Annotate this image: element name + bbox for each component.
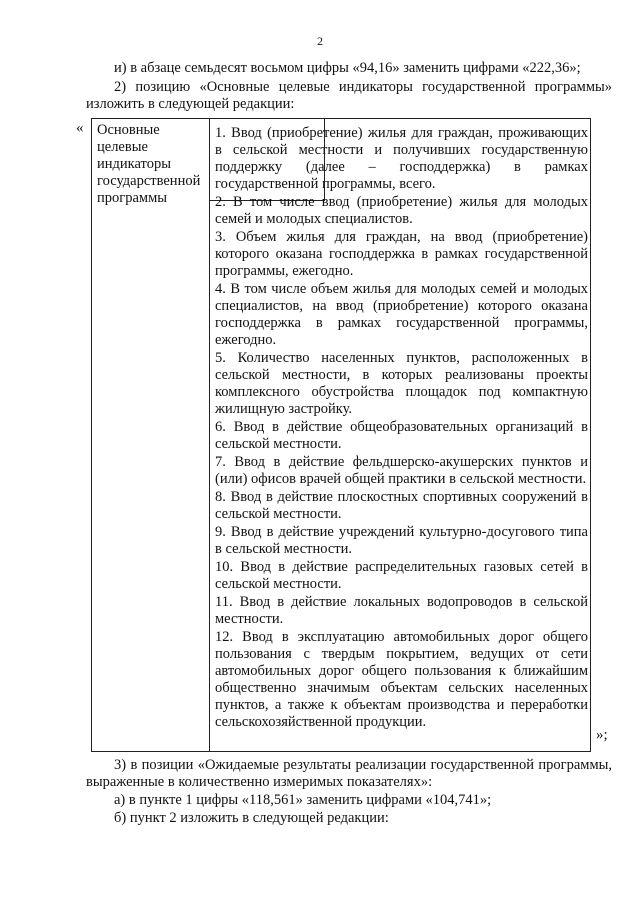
paragraph-amendment-3: 3) в позиции «Ожидаемые результаты реализации государственной программы, выраженные в количественно измеримых показателях»: xyxy=(86,757,612,790)
indicators-table xyxy=(91,118,591,752)
table-open-quote: « xyxy=(76,120,84,136)
paragraph-amendment-i: и) в абзаце семьдесят восьмом цифры «94,16» заменить цифрами «222,36»; xyxy=(114,60,581,76)
indicator-item: 5. Количество населенных пунктов, расположенных в сельской местности, в которых реализованы проекты комплексного обустройства площадок под компактную жилищную застройку. xyxy=(215,350,588,417)
indicator-item: 8. Ввод в действие плоскостных спортивных сооружений в сельской местности. xyxy=(215,489,588,522)
indicator-item: 7. Ввод в действие фельдшерско-акушерских пунктов и (или) офисов врачей общей практики в сельской местности. xyxy=(215,454,588,487)
indicators-list xyxy=(215,125,588,731)
paragraph-amendment-a: а) в пункте 1 цифры «118,561» заменить цифрами «104,741»; xyxy=(114,792,492,808)
indicator-item: 11. Ввод в действие локальных водопроводов в сельской местности. xyxy=(215,594,588,627)
page-number: 2 xyxy=(317,34,323,48)
indicator-item: 4. В том числе объем жилья для молодых семей и молодых специалистов, на ввод (приобретение) которого оказана господдержка в рамках государственной программы, ежегодно. xyxy=(215,281,588,348)
table-close-quote: »; xyxy=(596,727,608,743)
paragraph-amendment-b: б) пункт 2 изложить в следующей редакции: xyxy=(114,810,389,826)
indicator-item: 1. Ввод (приобретение) жилья для граждан, проживающих в сельской местности и получивших государственную поддержку (далее – господдержка) в рамках государственной программы, всего. xyxy=(215,125,588,192)
paragraph-amendment-2: 2) позицию «Основные целевые индикаторы государственной программы» изложить в следующей редакции: xyxy=(86,79,612,112)
indicator-item: 6. Ввод в действие общеобразовательных организаций в сельской местности. xyxy=(215,419,588,452)
table-left-label: Основные целевые индикаторы государственной программы xyxy=(92,119,210,751)
indicator-item: 3. Объем жилья для граждан, на ввод (приобретение) которого оказана господдержка в рамках государственной программы, ежегодно. xyxy=(215,229,588,279)
indicator-item: 9. Ввод в действие учреждений культурно-досугового типа в сельской местности. xyxy=(215,524,588,557)
indicator-item: 12. Ввод в эксплуатацию автомобильных дорог общего пользования с твердым покрытием, ведущих от сети автомобильных дорог общего пользования к ближайшим общественно значимым объектам сельских населенных пунктов, а также к объектам производства и переработки сельскохозяйственной продукции. xyxy=(215,629,588,730)
indicator-item: 2. В том числе ввод (приобретение) жилья для молодых семей и молодых специалистов. xyxy=(215,194,588,227)
indicator-item: 10. Ввод в действие распределительных газовых сетей в сельской местности. xyxy=(215,559,588,592)
